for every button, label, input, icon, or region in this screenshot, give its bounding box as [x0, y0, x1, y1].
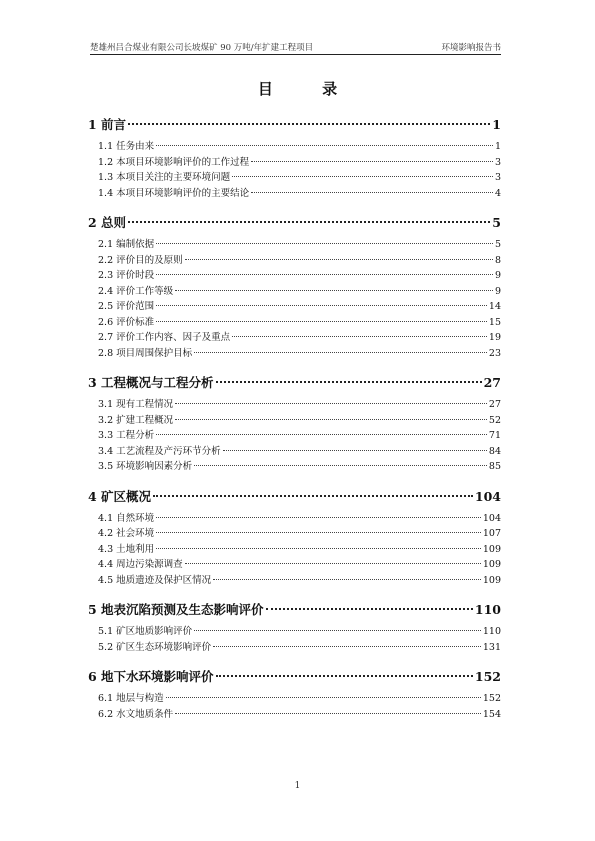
toc-section-label: 4.3 土地利用: [98, 543, 155, 555]
toc-title: 目 录: [257, 80, 360, 98]
toc-section-entry[interactable]: [88, 155, 501, 171]
toc-section-label: 4.5 地质遗迹及保护区情况: [98, 574, 212, 586]
toc-section-entry[interactable]: [88, 299, 501, 315]
toc-leader-dots: [266, 608, 473, 610]
toc-chapter-page: 5: [492, 215, 501, 230]
toc-section-label: 5.2 矿区生态环境影响评价: [98, 641, 212, 653]
toc-section-page: 3: [494, 172, 501, 183]
toc-section-entry[interactable]: [88, 511, 501, 527]
table-of-contents: [88, 116, 501, 722]
toc-section-label: 3.4 工艺流程及产污环节分析: [98, 445, 221, 457]
toc-chapter-page: 104: [474, 488, 501, 504]
toc-section-page: 154: [482, 708, 501, 720]
toc-section-page: 4: [494, 187, 501, 199]
toc-section-entry[interactable]: [88, 444, 501, 460]
toc-leader-dots: [213, 646, 481, 647]
toc-section-label: 2.3 评价时段: [98, 270, 155, 281]
toc-section-entry[interactable]: [88, 237, 501, 253]
toc-section-label: 1.3 本项目关注的主要环境问题: [98, 172, 231, 183]
toc-leader-dots: [128, 221, 490, 223]
toc-chapter-label: 1 前言: [88, 117, 127, 132]
toc-chapter-label: 6 地下水环境影响评价: [88, 669, 214, 684]
page-number: 1: [294, 781, 301, 791]
toc-section-entry[interactable]: [88, 268, 501, 284]
toc-leader-dots: [156, 243, 493, 244]
toc-section-page: 19: [488, 332, 501, 343]
toc-section-label: 5.1 矿区地质影响评价: [98, 626, 193, 637]
toc-section-page: 131: [482, 641, 501, 653]
toc-section-page: 9: [494, 270, 501, 281]
toc-section-label: 3.5 环境影响因素分析: [98, 461, 193, 472]
header-report-type: 环境影响报告书: [441, 43, 501, 53]
toc-leader-dots: [175, 419, 487, 420]
toc-chapter-entry[interactable]: [88, 488, 501, 506]
toc-section-page: 110: [482, 626, 501, 637]
toc-section-entry[interactable]: [88, 139, 501, 155]
toc-section-entry[interactable]: [88, 707, 501, 723]
toc-chapter-label: 5 地表沉陷预测及生态影响评价: [88, 602, 264, 617]
toc-section-entry[interactable]: [88, 428, 501, 444]
toc-leader-dots: [251, 161, 493, 162]
toc-leader-dots: [213, 579, 481, 580]
toc-section-entry[interactable]: [88, 186, 501, 202]
toc-chapter-label: 4 矿区概况: [88, 488, 152, 504]
toc-leader-dots: [216, 381, 482, 383]
toc-leader-dots: [185, 563, 481, 564]
toc-section-entry[interactable]: [88, 691, 501, 707]
toc-section-entry[interactable]: [88, 526, 501, 542]
toc-section-page: 9: [494, 285, 501, 297]
toc-section-page: 84: [488, 445, 501, 457]
toc-section-label: 1.1 任务由来: [98, 141, 155, 152]
toc-section-page: 104: [482, 512, 501, 524]
toc-section-label: 2.4 评价工作等级: [98, 285, 174, 297]
toc-leader-dots: [156, 532, 481, 533]
toc-section-label: 2.6 评价标准: [98, 316, 155, 328]
toc-leader-dots: [251, 192, 493, 193]
toc-chapter-page: 1: [492, 117, 501, 132]
toc-leader-dots: [175, 290, 493, 291]
toc-section-label: 4.4 周边污染源调查: [98, 559, 183, 570]
toc-leader-dots: [166, 697, 481, 698]
toc-leader-dots: [232, 176, 493, 177]
toc-leader-dots: [156, 145, 493, 146]
toc-section-label: 6.1 地层与构造: [98, 693, 164, 704]
toc-section-label: 3.1 现有工程情况: [98, 399, 174, 410]
toc-section-page: 23: [488, 347, 501, 359]
toc-chapter-label: 3 工程概况与工程分析: [88, 375, 214, 390]
toc-section-entry[interactable]: [88, 624, 501, 640]
toc-section-label: 2.2 评价目的及原则: [98, 254, 183, 266]
toc-leader-dots: [194, 630, 481, 631]
toc-leader-dots: [156, 305, 487, 306]
toc-section-page: 109: [482, 543, 501, 555]
toc-section-page: 3: [494, 156, 501, 168]
toc-leader-dots: [156, 321, 487, 322]
toc-section-label: 6.2 水文地质条件: [98, 708, 174, 720]
toc-leader-dots: [175, 713, 481, 714]
toc-leader-dots: [128, 123, 490, 125]
toc-section-entry[interactable]: [88, 170, 501, 186]
toc-section-label: 2.5 评价范围: [98, 301, 155, 312]
toc-section-page: 109: [482, 559, 501, 570]
toc-chapter-page: 27: [483, 375, 501, 390]
toc-leader-dots: [223, 450, 487, 451]
toc-section-page: 14: [488, 301, 501, 312]
toc-leader-dots: [156, 548, 481, 549]
toc-section-page: 107: [482, 528, 501, 539]
toc-section-label: 2.8 项目周围保护目标: [98, 347, 193, 359]
toc-section-label: 2.7 评价工作内容、因子及重点: [98, 332, 231, 343]
toc-chapter-entry[interactable]: [88, 601, 501, 619]
toc-section-page: 15: [488, 316, 501, 328]
toc-section-entry[interactable]: [88, 253, 501, 269]
toc-chapter-page: 110: [474, 602, 501, 617]
toc-section-page: 1: [494, 141, 501, 152]
toc-section-entry[interactable]: [88, 284, 501, 300]
toc-chapter-entry[interactable]: [88, 116, 501, 134]
toc-leader-dots: [156, 274, 493, 275]
header-project-title: 楚雄州吕合煤业有限公司长坡煤矿 90 万吨/年扩建工程项目: [90, 43, 314, 53]
toc-section-entry[interactable]: [88, 640, 501, 656]
toc-section-label: 2.1 编制依据: [98, 239, 155, 250]
toc-section-page: 27: [488, 399, 501, 410]
toc-section-entry[interactable]: [88, 330, 501, 346]
toc-section-entry[interactable]: [88, 573, 501, 589]
toc-chapter-entry[interactable]: [88, 668, 501, 686]
toc-section-page: 152: [482, 693, 501, 704]
toc-leader-dots: [232, 336, 487, 337]
toc-chapter-page: 152: [474, 669, 501, 684]
toc-section-label: 4.1 自然环境: [98, 512, 155, 524]
toc-chapter-entry[interactable]: [88, 374, 501, 392]
toc-section-label: 3.3 工程分析: [98, 430, 155, 441]
toc-chapter-label: 2 总则: [88, 215, 127, 230]
page-header: [90, 40, 501, 55]
toc-section-entry[interactable]: [88, 346, 501, 362]
toc-section-page: 8: [494, 254, 501, 266]
toc-section-label: 3.2 扩建工程概况: [98, 414, 174, 426]
toc-section-entry[interactable]: [88, 315, 501, 331]
toc-chapter-entry[interactable]: [88, 214, 501, 232]
toc-leader-dots: [216, 675, 473, 677]
toc-section-entry[interactable]: [88, 542, 501, 558]
toc-leader-dots: [194, 465, 487, 466]
toc-leader-dots: [156, 434, 487, 435]
toc-section-entry[interactable]: [88, 413, 501, 429]
toc-leader-dots: [153, 495, 473, 497]
toc-section-page: 71: [488, 430, 501, 441]
toc-section-page: 5: [494, 239, 501, 250]
toc-leader-dots: [185, 259, 493, 260]
toc-section-page: 109: [482, 574, 501, 586]
toc-section-entry[interactable]: [88, 397, 501, 413]
toc-leader-dots: [194, 352, 487, 353]
toc-section-entry[interactable]: [88, 459, 501, 475]
toc-leader-dots: [175, 403, 487, 404]
toc-section-entry[interactable]: [88, 557, 501, 573]
toc-section-label: 1.4 本项目环境影响评价的主要结论: [98, 187, 250, 199]
toc-section-label: 4.2 社会环境: [98, 528, 155, 539]
toc-section-page: 52: [488, 414, 501, 426]
toc-section-label: 1.2 本项目环境影响评价的工作过程: [98, 156, 250, 168]
toc-section-page: 85: [488, 461, 501, 472]
toc-leader-dots: [156, 517, 481, 518]
